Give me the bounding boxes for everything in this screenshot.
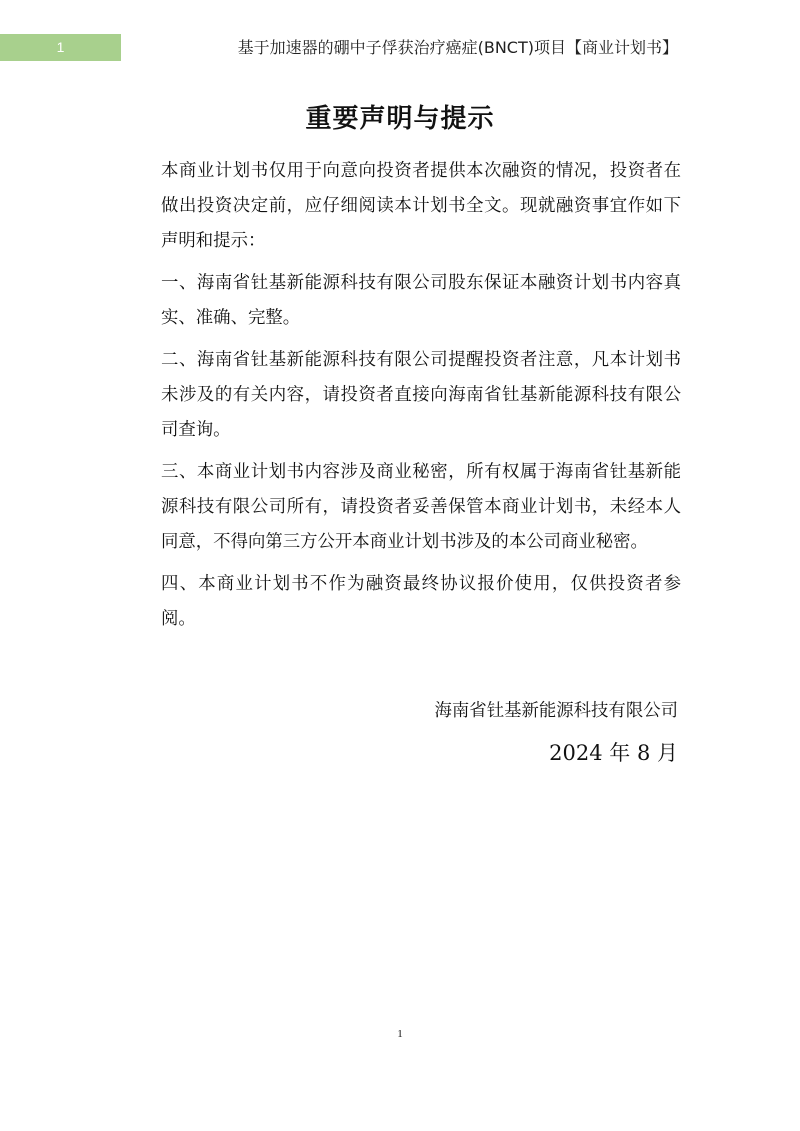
clause-four-paragraph: 四、本商业计划书不作为融资最终协议报价使用，仅供投资者参阅。 (161, 574, 681, 629)
declaration-body (161, 154, 681, 644)
document-date: 2024 年 8 月 (549, 741, 678, 765)
clause-one-paragraph: 一、海南省钍基新能源科技有限公司股东保证本融资计划书内容真实、准确、完整。 (161, 273, 681, 328)
clause-two-paragraph: 二、海南省钍基新能源科技有限公司提醒投资者注意，凡本计划书未涉及的有关内容，请投资者直接向海南省钍基新能源科技有限公司查询。 (161, 350, 681, 440)
header-page-number: 1 (56, 39, 65, 55)
footer-page-number: 1 (397, 1028, 403, 1040)
company-signature: 海南省钍基新能源科技有限公司 (434, 701, 678, 721)
clause-three-paragraph: 三、本商业计划书内容涉及商业秘密，所有权属于海南省钍基新能源科技有限公司所有，请投资者妥善保管本商业计划书，未经本人同意，不得向第三方公开本商业计划书涉及的本公司商业秘密。 (161, 462, 681, 552)
intro-paragraph: 本商业计划书仅用于向意向投资者提供本次融资的情况，投资者在做出投资决定前，应仔细阅读本计划书全文。现就融资事宜作如下声明和提示： (161, 161, 681, 251)
page-title: 重要声明与提示 (305, 104, 495, 134)
header-document-title: 基于加速器的硼中子俘获治疗癌症(BNCT)项目【商业计划书】 (237, 38, 678, 57)
